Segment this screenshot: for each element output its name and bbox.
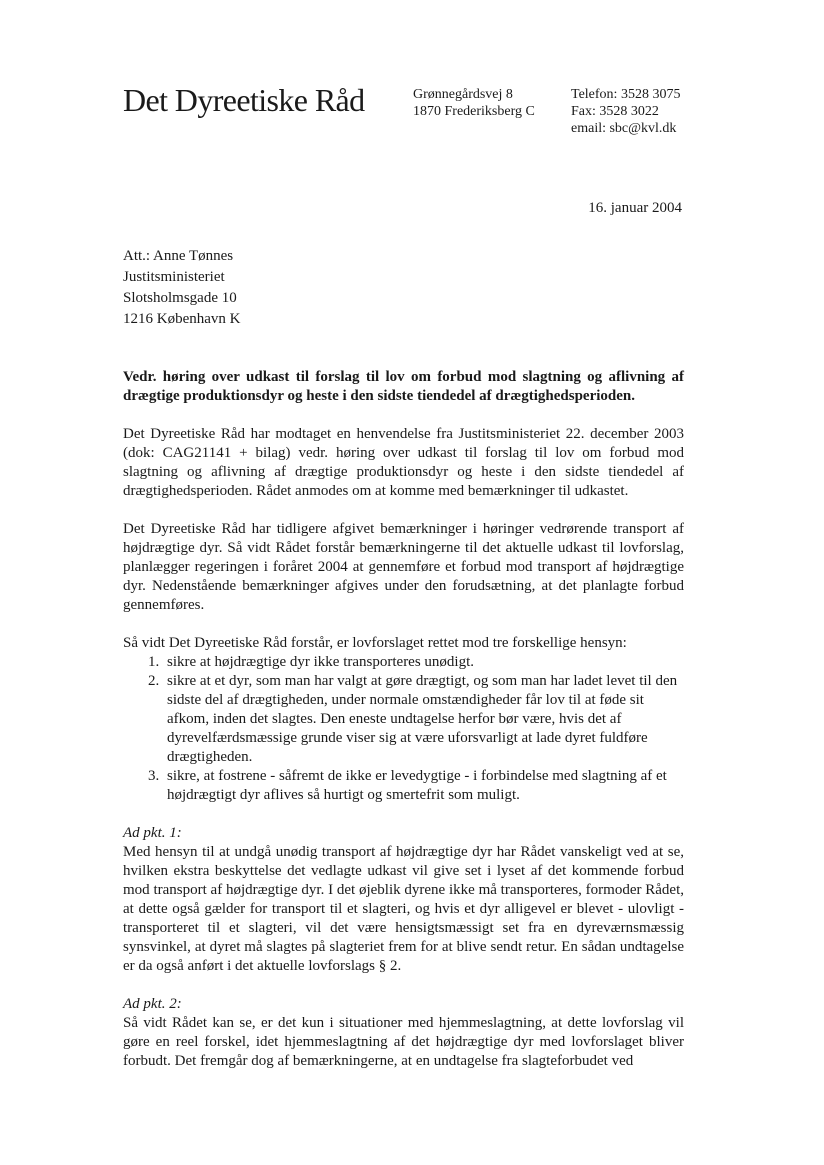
contact-phone: Telefon: 3528 3075 <box>571 87 681 102</box>
contact-fax: Fax: 3528 3022 <box>571 104 659 119</box>
sender-contact <box>571 86 680 137</box>
list-item: 3. sikre, at fostrene - såfremt de ikke er levedygtige - i forbindelse med slagtning af et højdrægtigt dyr aflives så hurtigt og smertefrit som muligt. <box>163 767 684 805</box>
letter-date: 16. januar 2004 <box>588 200 682 216</box>
sender-address <box>413 86 535 120</box>
recipient-organization: Justitsministeriet <box>123 269 225 285</box>
organization-name: Det Dyreetiske Råd <box>123 82 365 118</box>
address-city: 1870 Frederiksberg C <box>413 104 535 119</box>
body-paragraph: Det Dyreetiske Råd har modtaget en henvendelse fra Justitsministeriet 22. december 2003 (dok: CAG21141 + bilag) vedr. høring over udkast til forslag til lov om forbud mod slagtning og aflivning af drægtige produktionsdyr og heste i den sidste tiendedel af drægtighedsperioden. Rådet anmodes om at komme med bemærkninger til udkastet. <box>123 426 684 499</box>
contact-email: email: sbc@kvl.dk <box>571 121 677 136</box>
section-text: Med hensyn til at undgå unødig transport af højdrægtige dyr har Rådet vanskeligt ved at se, hvilken ekstra beskyttelse det vedlagte udkast vil give set i lyset af det kommende forbud mod transport af højdrægtige dyr. I det øjeblik dyrene ikke må transporteres, formoder Rådet, at dette også gælder for transport til et slagteri, og hvis et dyr alligevel er blevet - ulovligt - transporteret til et slagteri, vil det være hensigtsmæssigt set fra en dyreværnsmæssig synsvinkel, at dyret må slagtes på slagteriet frem for at blive sendt retur. En sådan undtagelse er da også anført i det aktuelle lovforslags § 2. <box>123 844 684 974</box>
concerns-list <box>123 653 684 805</box>
address-street: Grønnegårdsvej 8 <box>413 87 513 102</box>
section-heading: Ad pkt. 1: <box>123 825 182 841</box>
list-item: 2. sikre at et dyr, som man har valgt at gøre drægtigt, og som man har ladet levet til den sidste del af drægtigheden, under normale omstændigheder får lov til at føde sit afkom, inden det slagtes. Den eneste undtagelse herfor bør være, hvis det af dyrevelfærdsmæssige grunde viser sig at være uforsvarligt at lade dyret fuldføre drægtigheden. <box>163 672 684 767</box>
letter-body <box>123 368 684 1071</box>
recipient-address <box>123 246 240 330</box>
recipient-city: 1216 København K <box>123 311 241 327</box>
body-paragraph: Det Dyreetiske Råd har tidligere afgivet bemærkninger i høringer vedrørende transport af højdrægtige dyr. Så vidt Rådet forstår bemærkningerne til det aktuelle udkast til lovforslag, planlægger regeringen i foråret 2004 at gennemføre et forbud mod transport af højdrægtige dyr. Nedenstående bemærkninger afgives under den forudsætning, at det planlagte forbud gennemføres. <box>123 521 684 613</box>
list-item: 1. sikre at højdrægtige dyr ikke transporteres unødigt. <box>163 653 684 672</box>
recipient-street: Slotsholmsgade 10 <box>123 290 237 306</box>
section-text: Så vidt Rådet kan se, er det kun i situationer med hjemmeslagtning, at dette lovforslag vil gøre en reel forskel, idet hjemmeslagtning af det højdrægtige dyr med lovforslaget bliver forbudt. Det fremgår dog af bemærkningerne, at en undtagelse fra slagteforbudet ved <box>123 1015 684 1069</box>
section-heading: Ad pkt. 2: <box>123 996 182 1012</box>
subject-line: Vedr. høring over udkast til forslag til lov om forbud mod slagtning og aflivning af drægtige produktionsdyr og heste i den sidste tiendedel af drægtighedsperioden. <box>123 369 684 404</box>
recipient-attention: Att.: Anne Tønnes <box>123 248 234 264</box>
body-paragraph: Så vidt Det Dyreetiske Råd forstår, er lovforslaget rettet mod tre forskellige hensyn: <box>123 635 627 651</box>
